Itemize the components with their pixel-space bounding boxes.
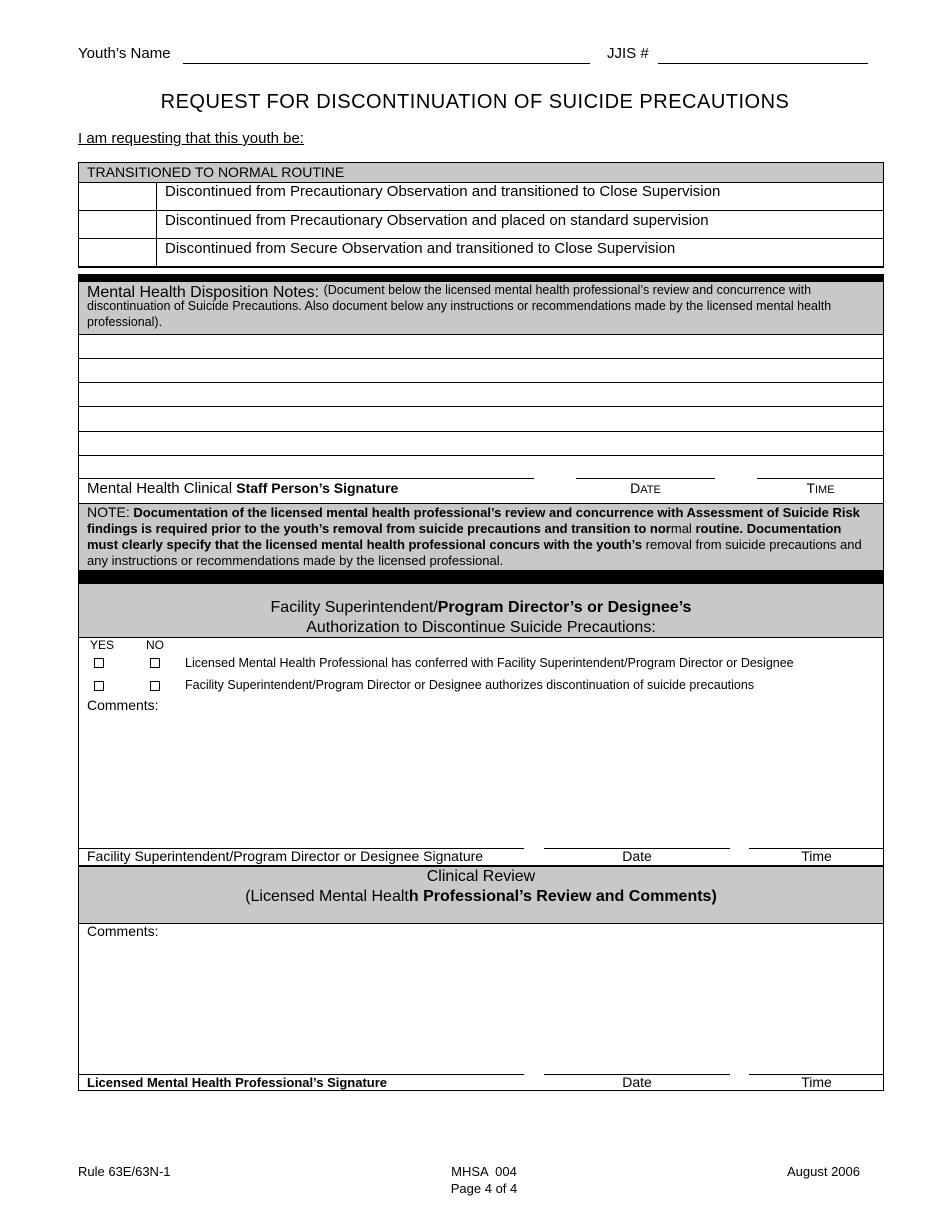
footer-page: Page 4 of 4 (450, 1181, 518, 1196)
note-label: NOTE: (87, 504, 130, 520)
auth-item-1: Licensed Mental Health Professional has conferred with Facility Superintendent/Program Director or Designee (185, 656, 794, 670)
clinical-comments-label: Comments: (87, 923, 159, 939)
transition-heading (78, 163, 884, 182)
note-box (78, 503, 884, 570)
mh-signature-label-a: Mental Health Clinical (87, 480, 233, 497)
jjis-field[interactable] (658, 46, 868, 64)
clinical-date-label: Date (622, 1074, 652, 1090)
footer-form-id: MHSA 004 (451, 1164, 517, 1179)
auth-comments-field[interactable] (80, 716, 882, 846)
clinical-signature-label: Licensed Mental Health Professional’s Signature (87, 1075, 388, 1090)
auth-item-2: Facility Superintendent/Program Director or Designee authorizes discontinuation of suicide precautions (185, 678, 755, 692)
youth-name-field[interactable] (183, 46, 590, 64)
no-label: NO (146, 638, 164, 652)
section-divider-2 (78, 570, 884, 584)
yes-label: YES (90, 638, 115, 652)
mh-date-label (576, 480, 715, 496)
footer-rule: Rule 63E/63N-1 (78, 1164, 171, 1179)
clinical-review-header (78, 866, 884, 923)
authorization-header (78, 584, 884, 638)
transition-heading-text: TRANSITIONED TO NORMAL ROUTINE (87, 164, 345, 180)
auth-comments-label: Comments: (87, 697, 159, 713)
page-title: REQUEST FOR DISCONTINUATION OF SUICIDE PRECAUTIONS (160, 91, 790, 113)
auth-signature-label: Facility Superintendent/Program Director or Designee Signature (87, 848, 484, 864)
mh-date-rest: ATE (640, 484, 661, 496)
auth-time-label: Time (801, 848, 832, 864)
mh-notes-header (78, 282, 884, 334)
mh-notes-instructions: (Document below the licensed mental health professional’s review and concurrence with discontinuation of Suicide Precautions. Also document below any instructions or recommendations made by the licensed mental health professional). (87, 283, 832, 329)
clinical-review-sub-a: (Licensed Mental Healt (245, 888, 409, 905)
transition-checkbox-2[interactable] (80, 212, 154, 237)
auth-date-label: Date (622, 848, 652, 864)
intro-text: I am requesting that this youth be: (78, 130, 304, 147)
note-bold-b: routine. Documentation must clearly specify that the licensed mental health professional concurs with the youth’s (87, 521, 842, 552)
clinical-review-sub-b: h Professional’s Review and Comments) (408, 888, 717, 905)
authorizes-yes-checkbox[interactable] (94, 681, 104, 691)
conferred-yes-checkbox[interactable] (94, 658, 104, 668)
authorization-heading-line2: Authorization to Discontinue Suicide Precautions: (306, 619, 656, 636)
clinical-review-heading: Clinical Review (426, 868, 536, 885)
authorizes-no-checkbox[interactable] (150, 681, 160, 691)
jjis-label: JJIS # (607, 45, 649, 62)
mh-date-initial: D (630, 480, 641, 496)
mh-time-initial: T (806, 480, 815, 496)
section-divider (78, 274, 884, 282)
mh-signature-label-b: Staff Person’s Signature (236, 480, 399, 496)
footer-date: August 2006 (786, 1164, 860, 1179)
authorization-heading-b: Program Director’s or Designee’s (437, 599, 692, 616)
mh-notes-heading: Mental Health Disposition Notes: (87, 284, 320, 301)
transition-option-1: Discontinued from Precautionary Observation and transitioned to Close Supervision (165, 183, 721, 200)
note-bold-text: Documentation of the licensed mental health professional’s review and concurrence with Assessment of Suicide Risk findings is required prior to the youth’s removal from suicide precautions and transition to nor (87, 505, 860, 536)
conferred-no-checkbox[interactable] (150, 658, 160, 668)
clinical-time-label: Time (801, 1074, 832, 1090)
transition-option-3: Discontinued from Secure Observation and transitioned to Close Supervision (165, 240, 676, 257)
transition-checkbox-1[interactable] (80, 184, 154, 209)
note-plain-a: mal (670, 521, 692, 536)
youth-name-label: Youth’s Name (78, 45, 171, 62)
note-plain-b: removal from suicide precautions and any instructions or recommendations made by the licensed professional. (87, 537, 862, 568)
mh-signature-label (87, 480, 398, 497)
mh-time-rest: IME (815, 484, 835, 496)
transition-checkbox-3[interactable] (80, 240, 154, 265)
transition-option-2: Discontinued from Precautionary Observation and placed on standard supervision (165, 212, 709, 229)
mh-time-label (757, 480, 884, 496)
authorization-heading-a: Facility Superintendent/ (270, 599, 438, 616)
clinical-comments-field[interactable] (80, 942, 882, 1070)
